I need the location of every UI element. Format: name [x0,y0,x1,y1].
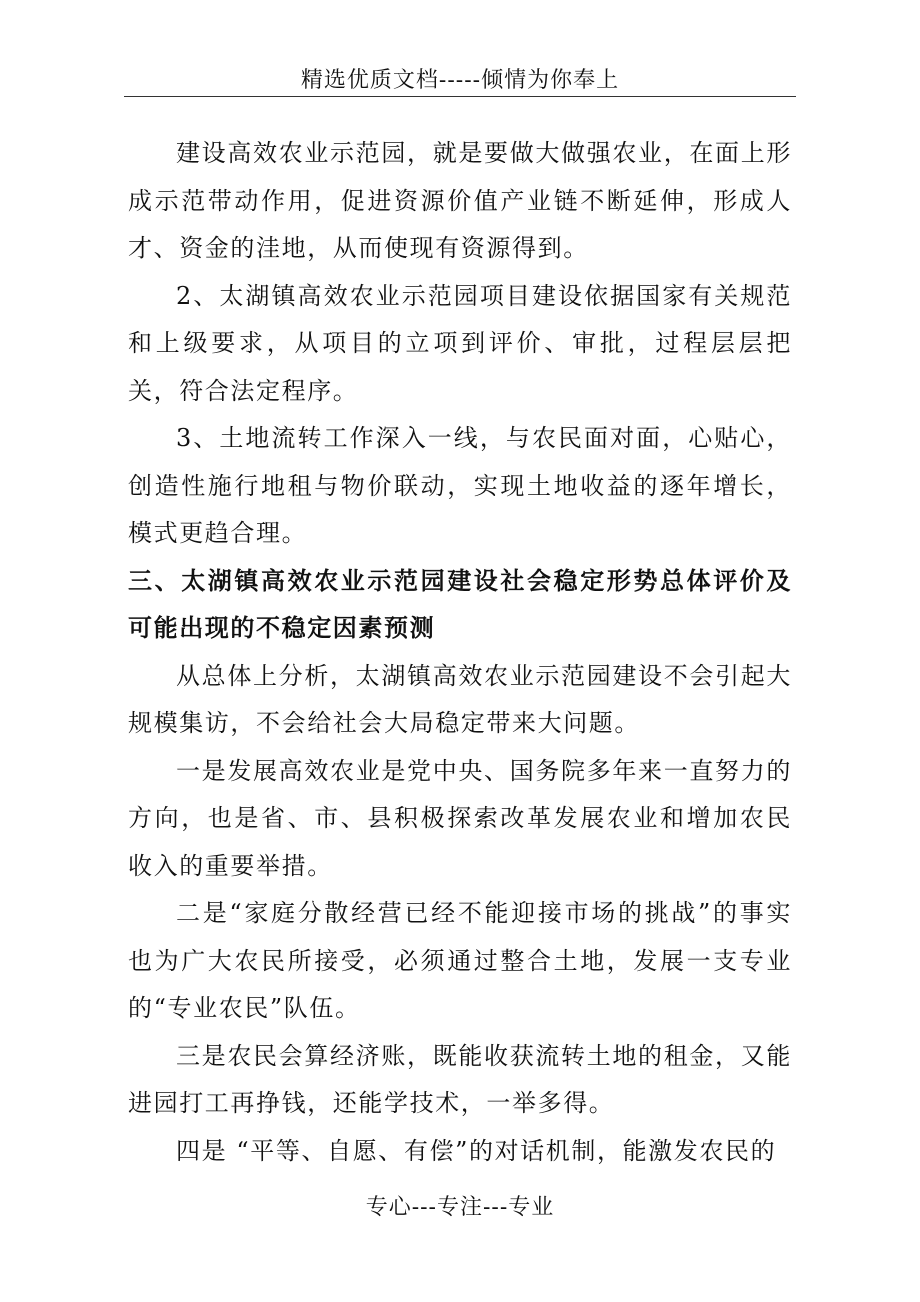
paragraph-5: 一是发展高效农业是党中央、国务院多年来一直努力的方向，也是省、市、县积极探索改革发展农业和增加农民收入的重要举措。 [128,756,792,880]
paragraph-3: 3、土地流转工作深入一线，与农民面对面，心贴心，创造性施行地租与物价联动，实现土地收益的逐年增长，模式更趋合理。 [128,424,792,547]
header-divider [124,96,796,97]
paragraph-2: 2、太湖镇高效农业示范园项目建设依据国家有关规范和上级要求，从项目的立项到评价、审批，过程层层把关，符合法定程序。 [128,281,792,405]
document-body [128,130,792,1175]
paragraph-8: 四是 “平等、自愿、有偿”的对话机制，能激发农民的 [176,1136,777,1165]
section-heading: 三、太湖镇高效农业示范园建设社会稳定形势总体评价及可能出现的不稳定因素预测 [128,566,792,642]
paragraph-6: 二是“家庭分散经营已经不能迎接市场的挑战”的事实也为广大农民所接受，必须通过整合土地，发展一支专业的“专业农民”队伍。 [128,899,792,1022]
page-footer: 专心---专注---专业 [365,1195,555,1220]
paragraph-7: 三是农民会算经济账，既能收获流转土地的租金，又能进园打工再挣钱，还能学技术，一举多得。 [128,1041,792,1117]
paragraph-4: 从总体上分析，太湖镇高效农业示范园建设不会引起大规模集访，不会给社会大局稳定带来大问题。 [128,661,792,737]
page-header: 精选优质文档-----倾情为你奉上 [300,68,620,93]
paragraph-1: 建设高效农业示范园，就是要做大做强农业，在面上形成示范带动作用，促进资源价值产业链不断延伸，形成人才、资金的洼地，从而使现有资源得到。 [128,139,792,262]
